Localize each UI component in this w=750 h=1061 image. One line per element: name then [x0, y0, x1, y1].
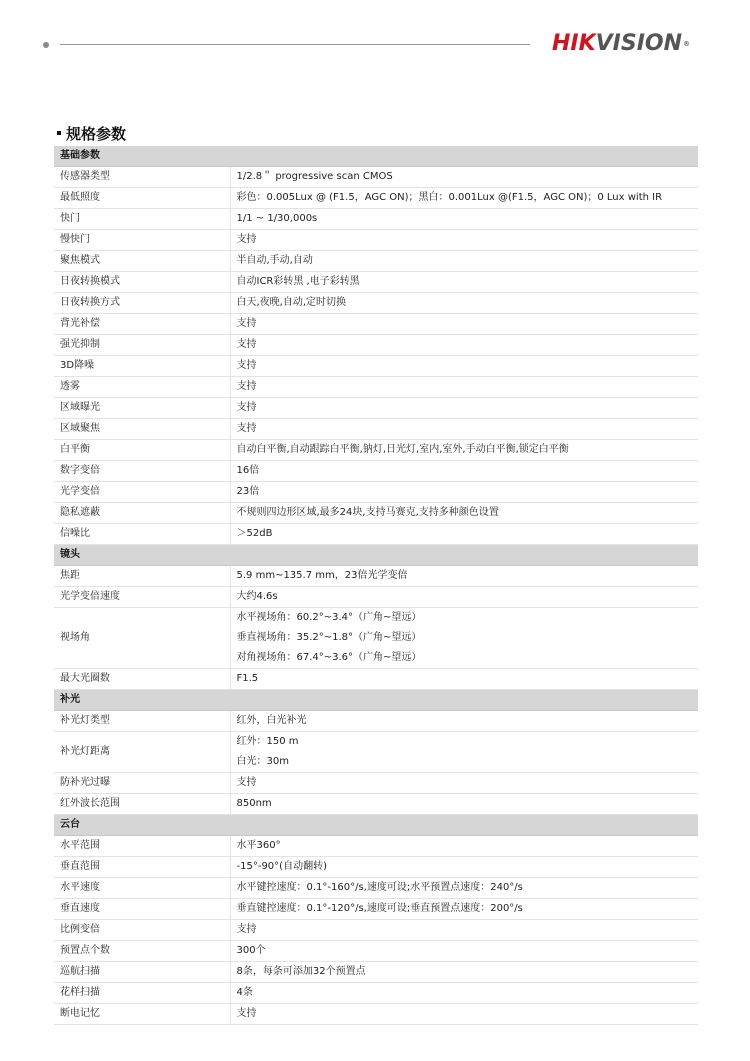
spec-row — [54, 983, 698, 1004]
category-label: 镜头 — [54, 545, 698, 566]
spec-value: -15°-90°(自动翻转) — [230, 857, 698, 878]
spec-row — [54, 356, 698, 377]
spec-value: 不规则四边形区域,最多24块,支持马赛克,支持多种颜色设置 — [230, 503, 698, 524]
spec-row — [54, 335, 698, 356]
header-dot — [43, 42, 49, 48]
spec-value: 白天,夜晚,自动,定时切换 — [230, 293, 698, 314]
spec-name: 光学变倍 — [54, 482, 230, 503]
spec-row — [54, 608, 698, 669]
section-title-text: 规格参数 — [66, 125, 127, 143]
spec-row — [54, 920, 698, 941]
spec-value: 支持 — [230, 920, 698, 941]
spec-name: 白平衡 — [54, 440, 230, 461]
spec-name: 焦距 — [54, 566, 230, 587]
category-label: 补光 — [54, 690, 698, 711]
spec-row — [54, 398, 698, 419]
spec-name: 防补光过曝 — [54, 773, 230, 794]
spec-value: ＞52dB — [230, 524, 698, 545]
spec-row — [54, 669, 698, 690]
spec-name: 信噪比 — [54, 524, 230, 545]
spec-value: 红外，白光补光 — [230, 711, 698, 732]
spec-row — [54, 230, 698, 251]
spec-value-line: 白光：30m — [236, 756, 289, 767]
spec-value: 支持 — [230, 335, 698, 356]
spec-value: 300个 — [230, 941, 698, 962]
spec-value-line: 红外：150 m — [236, 736, 299, 747]
spec-value: 1/2.8＂ progressive scan CMOS — [230, 167, 698, 188]
logo-registered-mark: ® — [683, 40, 691, 48]
spec-name: 区域曝光 — [54, 398, 230, 419]
spec-value: 支持 — [230, 1004, 698, 1025]
category-label: 云台 — [54, 815, 698, 836]
category-label: 基础参数 — [54, 146, 698, 167]
spec-value: F1.5 — [230, 669, 698, 690]
spec-name: 背光补偿 — [54, 314, 230, 335]
spec-value: 支持 — [230, 356, 698, 377]
spec-row — [54, 899, 698, 920]
spec-value: 水平键控速度：0.1°-160°/s,速度可设;水平预置点速度：240°/s — [230, 878, 698, 899]
spec-row — [54, 524, 698, 545]
spec-row — [54, 1004, 698, 1025]
spec-name: 强光抑制 — [54, 335, 230, 356]
spec-value — [230, 608, 698, 669]
spec-row — [54, 836, 698, 857]
spec-name: 日夜转换方式 — [54, 293, 230, 314]
spec-name: 传感器类型 — [54, 167, 230, 188]
spec-row — [54, 878, 698, 899]
spec-row — [54, 167, 698, 188]
spec-value: 4条 — [230, 983, 698, 1004]
spec-name: 快门 — [54, 209, 230, 230]
spec-name: 垂直范围 — [54, 857, 230, 878]
spec-name: 隐私遮蔽 — [54, 503, 230, 524]
spec-row — [54, 711, 698, 732]
spec-value: 支持 — [230, 377, 698, 398]
spec-row — [54, 293, 698, 314]
spec-value-line: 对角视场角：67.4°~3.6°（广角~望远） — [236, 652, 422, 663]
spec-row — [54, 251, 698, 272]
spec-row — [54, 773, 698, 794]
spec-value: 彩色：0.005Lux @ (F1.5，AGC ON)；黑白：0.001Lux @(F1.5，AGC ON)；0 Lux with IR — [230, 188, 698, 209]
spec-row — [54, 209, 698, 230]
spec-row — [54, 857, 698, 878]
spec-value — [230, 732, 698, 773]
spec-table — [54, 146, 698, 1025]
category-row — [54, 815, 698, 836]
spec-row — [54, 461, 698, 482]
spec-name: 比例变倍 — [54, 920, 230, 941]
spec-name: 花样扫描 — [54, 983, 230, 1004]
spec-name: 补光灯距离 — [54, 732, 230, 773]
spec-name: 最低照度 — [54, 188, 230, 209]
spec-row — [54, 732, 698, 773]
spec-value: 8条，每条可添加32个预置点 — [230, 962, 698, 983]
spec-name: 最大光圈数 — [54, 669, 230, 690]
logo-gray-text: VISION — [595, 31, 683, 56]
spec-name: 聚焦模式 — [54, 251, 230, 272]
spec-value: 大约4.6s — [230, 587, 698, 608]
spec-name: 透雾 — [54, 377, 230, 398]
spec-value: 16倍 — [230, 461, 698, 482]
spec-name: 巡航扫描 — [54, 962, 230, 983]
spec-name: 断电记忆 — [54, 1004, 230, 1025]
hikvision-logo — [552, 30, 690, 58]
spec-row — [54, 188, 698, 209]
category-row — [54, 146, 698, 167]
spec-value: 支持 — [230, 314, 698, 335]
spec-row — [54, 377, 698, 398]
spec-value: 自动ICR彩转黑 ,电子彩转黑 — [230, 272, 698, 293]
spec-value-line: 垂直视场角：35.2°~1.8°（广角~望远） — [236, 632, 422, 643]
spec-row — [54, 440, 698, 461]
section-title — [57, 123, 126, 145]
spec-row — [54, 419, 698, 440]
spec-value: 5.9 mm~135.7 mm，23倍光学变倍 — [230, 566, 698, 587]
header-rule — [60, 44, 530, 45]
spec-name: 预置点个数 — [54, 941, 230, 962]
spec-row — [54, 566, 698, 587]
spec-value: 垂直键控速度：0.1°-120°/s,速度可设;垂直预置点速度：200°/s — [230, 899, 698, 920]
category-row — [54, 545, 698, 566]
spec-row — [54, 587, 698, 608]
spec-name: 水平速度 — [54, 878, 230, 899]
spec-row — [54, 503, 698, 524]
logo-red-text: HIK — [552, 31, 596, 56]
spec-value: 自动白平衡,自动跟踪白平衡,钠灯,日光灯,室内,室外,手动白平衡,锁定白平衡 — [230, 440, 698, 461]
spec-value: 水平360° — [230, 836, 698, 857]
spec-name: 垂直速度 — [54, 899, 230, 920]
spec-row — [54, 272, 698, 293]
spec-name: 补光灯类型 — [54, 711, 230, 732]
spec-name: 视场角 — [54, 608, 230, 669]
spec-row — [54, 941, 698, 962]
spec-value: 支持 — [230, 419, 698, 440]
spec-value: 23倍 — [230, 482, 698, 503]
spec-name: 数字变倍 — [54, 461, 230, 482]
spec-value-line: 水平视场角：60.2°~3.4°（广角~望远） — [236, 612, 422, 623]
spec-row — [54, 962, 698, 983]
spec-name: 光学变倍速度 — [54, 587, 230, 608]
spec-name: 区域聚焦 — [54, 419, 230, 440]
spec-row — [54, 314, 698, 335]
spec-value: 1/1 ~ 1/30,000s — [230, 209, 698, 230]
spec-name: 3D降噪 — [54, 356, 230, 377]
spec-row — [54, 482, 698, 503]
spec-name: 慢快门 — [54, 230, 230, 251]
spec-name: 日夜转换模式 — [54, 272, 230, 293]
category-row — [54, 690, 698, 711]
spec-name: 水平范围 — [54, 836, 230, 857]
spec-row — [54, 794, 698, 815]
spec-value: 半自动,手动,自动 — [230, 251, 698, 272]
spec-value: 850nm — [230, 794, 698, 815]
spec-name: 红外波长范围 — [54, 794, 230, 815]
spec-value: 支持 — [230, 773, 698, 794]
spec-value: 支持 — [230, 230, 698, 251]
title-bullet — [57, 131, 61, 135]
spec-value: 支持 — [230, 398, 698, 419]
